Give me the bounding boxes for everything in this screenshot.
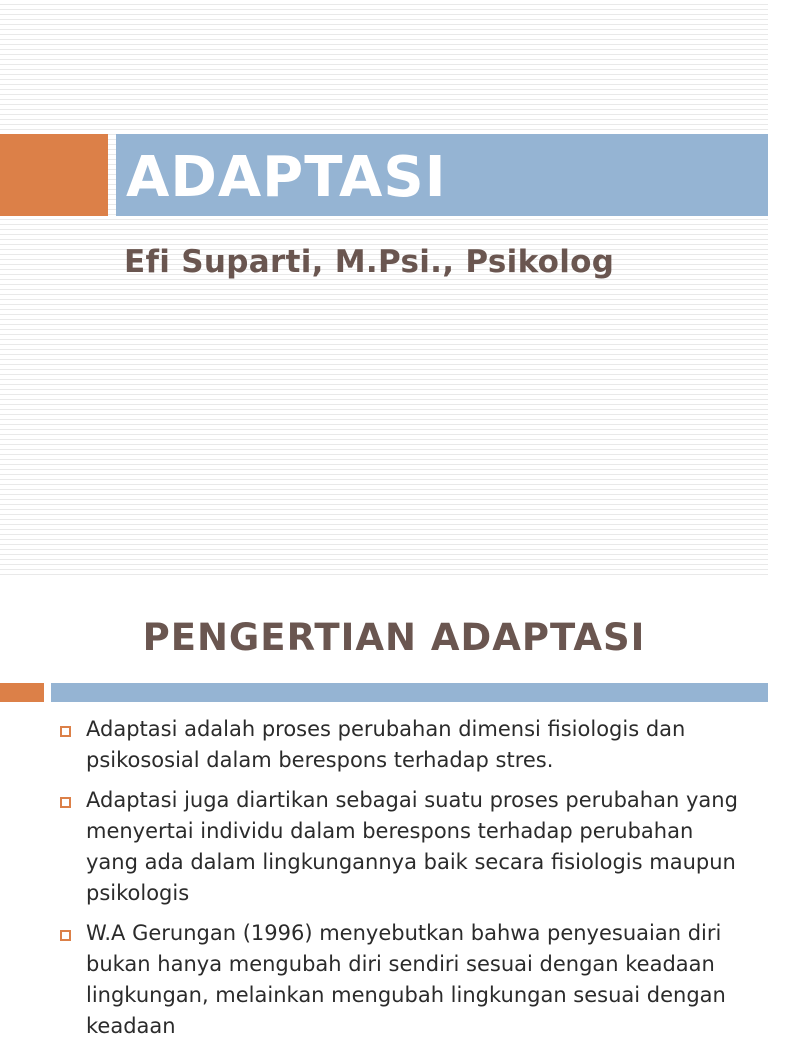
bullet-text: Adaptasi adalah proses perubahan dimensi fisiologis dan psikososial dalam berespons terhadap stres. [86,717,686,772]
list-item [58,918,748,1042]
list-item [58,785,748,909]
blue-divider-bar [51,683,768,702]
orange-accent-bar [0,134,108,216]
slide-subtitle: Efi Suparti, M.Psi., Psikolog [124,244,615,280]
orange-divider-bar [0,683,44,702]
square-bullet-icon [60,930,71,941]
slide-title: ADAPTASI [126,145,447,210]
bullet-text: Adaptasi juga diartikan sebagai suatu proses perubahan yang menyertai individu dalam berespons terhadap perubahan yang ada dalam lingkungannya baik secara fisiologis maupun psikologis [86,788,738,905]
bullet-text: W.A Gerungan (1996) menyebutkan bahwa penyesuaian diri bukan hanya mengubah diri sendiri sesuai dengan keadaan lingkungan, melainkan mengubah lingkungan sesuai dengan keadaan [86,921,726,1038]
square-bullet-icon [60,797,71,808]
bullet-list [58,714,748,1051]
list-item [58,714,748,776]
content-slide-title: PENGERTIAN ADAPTASI [142,616,646,659]
content-slide [0,576,768,1038]
square-bullet-icon [60,726,71,737]
